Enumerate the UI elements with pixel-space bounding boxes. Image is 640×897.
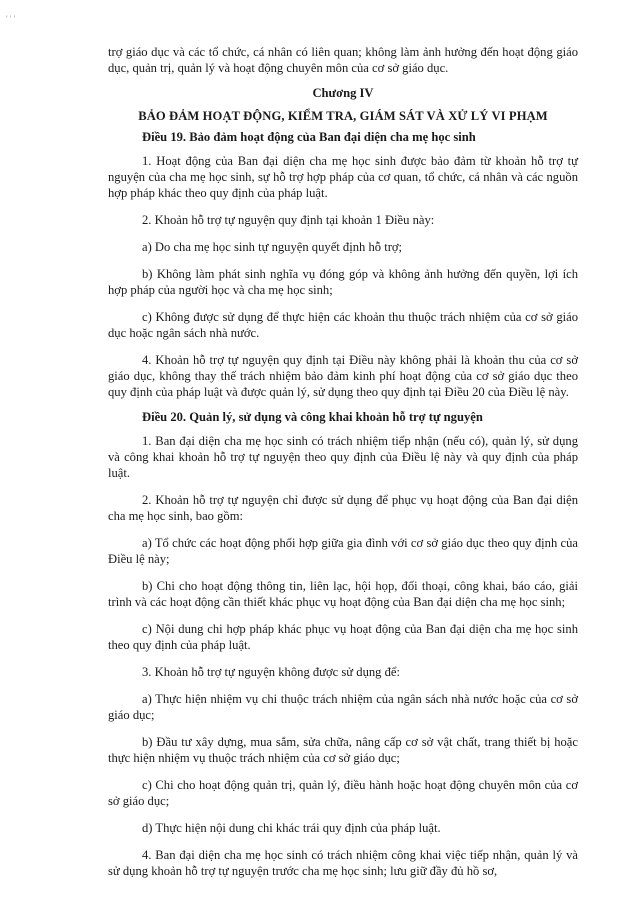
article-20-clause-1: 1. Ban đại diện cha mẹ học sinh có trách nhiệm tiếp nhận (nếu có), quản lý, sử dụng và công khai khoản hỗ trợ tự nguyện theo quy định của Điều lệ này và quy định của pháp luật. — [108, 434, 578, 480]
chapter-title: BẢO ĐẢM HOẠT ĐỘNG, KIỂM TRA, GIÁM SÁT VÀ XỬ LÝ VI PHẠM — [138, 109, 548, 123]
article-20-clause-3b: b) Đầu tư xây dựng, mua sắm, sửa chữa, nâng cấp cơ sở vật chất, trang thiết bị hoặc thực hiện nhiệm vụ thuộc trách nhiệm của cơ sở giáo dục; — [108, 735, 578, 765]
continued-paragraph: trợ giáo dục và các tổ chức, cá nhân có liên quan; không làm ảnh hưởng đến hoạt động giáo dục, quản trị, quản lý và hoạt động chuyên môn của cơ sở giáo dục. — [108, 45, 578, 75]
article-20-clause-2: 2. Khoản hỗ trợ tự nguyện chỉ được sử dụng để phục vụ hoạt động của Ban đại diện cha mẹ học sinh, bao gồm: — [108, 493, 578, 523]
article-20-clause-2c: c) Nội dung chi hợp pháp khác phục vụ hoạt động của Ban đại diện cha mẹ học sinh theo quy định của pháp luật. — [108, 622, 578, 652]
article-19-clause-2: 2. Khoản hỗ trợ tự nguyện quy định tại khoản 1 Điều này: — [142, 213, 435, 227]
article-19-clause-1: 1. Hoạt động của Ban đại diện cha mẹ học sinh được bảo đảm từ khoản hỗ trợ tự nguyện của cha mẹ học sinh, sự hỗ trợ hợp pháp của cơ quan, tổ chức, cá nhân và các nguồn hợp pháp khác theo quy định của pháp luật. — [108, 154, 578, 200]
article-19-clause-2a: a) Do cha mẹ học sinh tự nguyện quyết định hỗ trợ; — [142, 240, 403, 254]
article-19-heading: Điều 19. Bảo đảm hoạt động của Ban đại diện cha mẹ học sinh — [142, 130, 476, 144]
article-19-clause-2b: b) Không làm phát sinh nghĩa vụ đóng góp và không ảnh hưởng đến quyền, lợi ích hợp pháp của người học và cha mẹ học sinh; — [108, 267, 578, 297]
scan-speck: ' ' ' — [6, 14, 16, 24]
article-20-clause-3a: a) Thực hiện nhiệm vụ chi thuộc trách nhiệm của ngân sách nhà nước hoặc của cơ sở giáo dục; — [108, 692, 578, 722]
article-19-clause-2c: c) Không được sử dụng để thực hiện các khoản thu thuộc trách nhiệm của cơ sở giáo dục hoặc ngân sách nhà nước. — [108, 310, 578, 340]
article-20-clause-2a: a) Tổ chức các hoạt động phối hợp giữa gia đình với cơ sở giáo dục theo quy định của Điều lệ này; — [108, 536, 578, 566]
article-20-clause-2b: b) Chi cho hoạt động thông tin, liên lạc, hội họp, đối thoại, công khai, báo cáo, giải trình và các hoạt động cần thiết khác phục vụ hoạt động của Ban đại diện cha mẹ học sinh; — [108, 579, 578, 609]
article-20-clause-3c: c) Chi cho hoạt động quản trị, quản lý, điều hành hoặc hoạt động chuyên môn của cơ sở giáo dục; — [108, 778, 578, 808]
page-body — [108, 44, 578, 879]
article-20-heading: Điều 20. Quản lý, sử dụng và công khai khoản hỗ trợ tự nguyện — [142, 410, 483, 424]
article-20-clause-3: 3. Khoản hỗ trợ tự nguyện không được sử dụng để: — [142, 665, 401, 679]
article-19-clause-4: 4. Khoản hỗ trợ tự nguyện quy định tại Điều này không phải là khoản thu của cơ sở giáo dục, không thay thế trách nhiệm bảo đảm kinh phí hoạt động của cơ sở giáo dục theo quy định của pháp luật và được quản lý, sử dụng theo quy định tại Điều 20 của Điều lệ này. — [108, 353, 578, 399]
article-20-clause-3d: d) Thực hiện nội dung chi khác trái quy định của pháp luật. — [142, 821, 441, 835]
chapter-number: Chương IV — [312, 86, 374, 100]
article-20-clause-4: 4. Ban đại diện cha mẹ học sinh có trách nhiệm công khai việc tiếp nhận, quản lý và sử dụng khoản hỗ trợ tự nguyện trước cha mẹ học sinh; lưu giữ đầy đủ hồ sơ, — [108, 848, 578, 878]
